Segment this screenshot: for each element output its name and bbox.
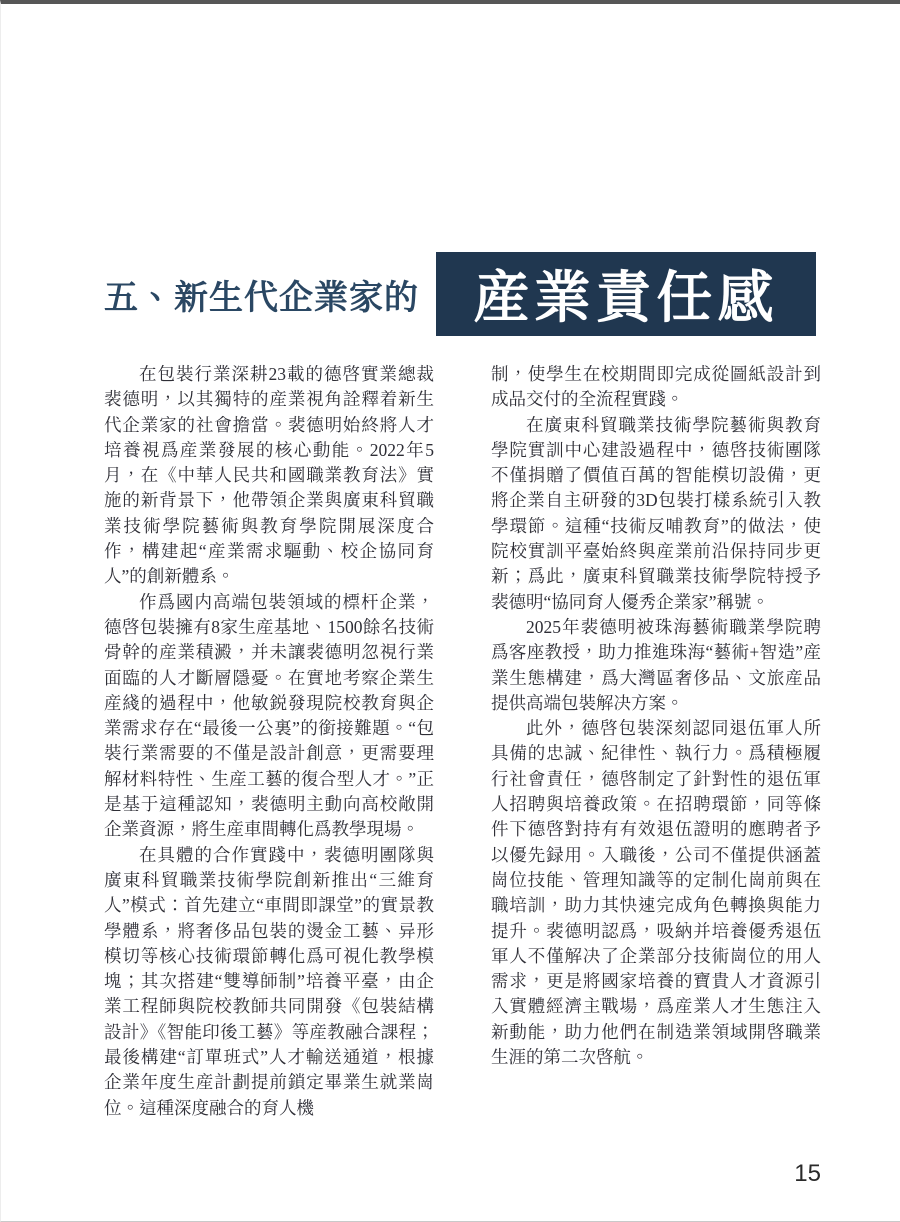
article-header	[104, 250, 816, 338]
article-body	[104, 362, 821, 1121]
paragraph-continuation: 制，使學生在校期間即完成從圖紙設計到成品交付的全流程實踐。	[491, 364, 821, 410]
paragraph: 在具體的合作實踐中，裴德明團隊與廣東科貿職業技術學院創新推出“三維育人”模式：首先建立“車間即課堂”的實景教學體系，將奢侈品包裝的燙金工藝、异形模切等核心技術環節轉化爲可視化教學模塊；其次搭建“雙導師制”培養平臺，由企業工程師與院校教師共同開發《包裝結構設計》《智能印後工藝》等産教融合課程；最後構建“訂單班式”人才輸送通道，根據企業年度生産計劃提前鎖定畢業生就業崗位。這種深度融合的育人機	[104, 844, 434, 1118]
paragraph: 作爲國内高端包裝領域的標杆企業，德啓包裝擁有8家生産基地、1500餘名技術骨幹的産業積澱，并未讓裴德明忽視行業面臨的人才斷層隱憂。在實地考察企業生産綫的過程中，他敏鋭發現院校教育與企業需求存在“最後一公裏”的銜接難題。“包裝行業需要的不僅是設計創意，更需要理解材料特性、生産工藝的復合型人才。”正是基于這種認知，裴德明主動向高校敞開企業資源，將生産車間轉化爲教學現場。	[104, 591, 434, 840]
right-column	[491, 362, 821, 1121]
paragraph: 在廣東科貿職業技術學院藝術與教育學院實訓中心建設過程中，德啓技術團隊不僅捐贈了價值百萬的智能模切設備，更將企業自主研發的3D包裝打樣系統引入教學環節。這種“技術反哺教育”的做法，使院校實訓平臺始終與産業前沿保持同步更新；爲此，廣東科貿職業技術學院特授予裴德明“協同育人優秀企業家”稱號。	[491, 414, 821, 612]
banner-title: 産業責任感	[473, 266, 779, 329]
section-title: 五、新生代企業家的	[104, 278, 419, 317]
paragraph: 2025年裴德明被珠海藝術職業學院聘爲客座教授，助力推進珠海“藝術+智造”産業生態構建，爲大灣區奢侈品、文旅産品提供高端包裝解决方案。	[491, 616, 821, 713]
title-banner	[436, 252, 816, 336]
page-number: 15	[794, 1160, 821, 1187]
paragraph: 此外，德啓包裝深刻認同退伍軍人所具備的忠誠、紀律性、執行力。爲積極履行社會責任，德啓制定了針對性的退伍軍人招聘與培養政策。在招聘環節，同等條件下德啓對持有有效退伍證明的應聘者予以優先録用。入職後，公司不僅提供涵蓋崗位技能、管理知識等的定制化崗前與在職培訓，助力其快速完成角色轉換與能力提升。裴德明認爲，吸納并培養優秀退伍軍人不僅解决了企業部分技術崗位的用人需求，更是將國家培養的寶貴人才資源引入實體經濟主戰場，爲産業人才生態注入新動能，助力他們在制造業領域開啓職業生涯的第二次啓航。	[491, 718, 821, 1068]
left-column	[104, 362, 434, 1121]
paragraph: 在包裝行業深耕23載的德啓實業總裁裴德明，以其獨特的産業視角詮釋着新生代企業家的社會擔當。裴德明始終將人才培養視爲産業發展的核心動能。2022年5月，在《中華人民共和國職業教育法》實施的新背景下，他帶領企業與廣東科貿職業技術學院藝術與教育學院開展深度合作，構建起“産業需求驅動、校企協同育人”的創新體系。	[104, 364, 434, 587]
